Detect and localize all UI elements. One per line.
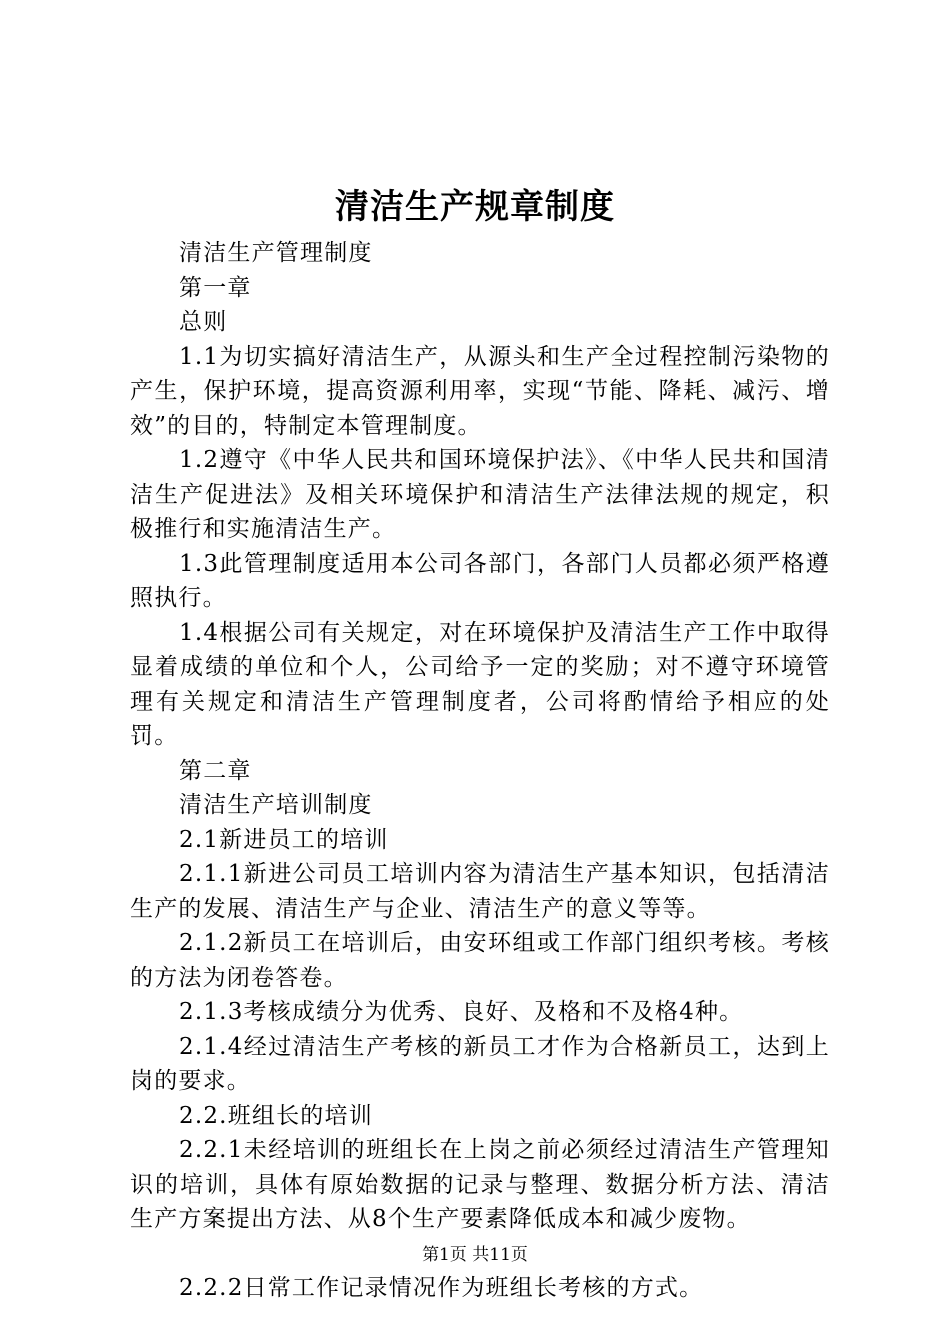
document-title: 清洁生产规章制度 [335, 187, 615, 227]
paragraph-2-1-3: 2.1.3考核成绩分为优秀、良好、及格和不及格4种。 [179, 999, 744, 1025]
paragraph-1-4: 1.4根据公司有关规定，对在环境保护及清洁生产工作中取得显着成绩的单位和个人，公司给予一定的奖励；对不遵守环境管理有关规定和清洁生产管理制度者，公司将酌情给予相应的处罚。 [130, 619, 830, 749]
paragraph-chapter-2: 第二章 [179, 757, 252, 784]
paragraph-1-1: 1.1为切实搞好清洁生产，从源头和生产全过程控制污染物的产生，保护环境，提高资源利用率，实现“节能、降耗、减污、增效”的目的，特制定本管理制度。 [130, 343, 830, 439]
paragraph-general: 总则 [179, 309, 228, 335]
paragraph-2-2-2: 2.2.2日常工作记录情况作为班组长考核的方式。 [179, 1274, 704, 1301]
paragraph-2-1: 2.1新进员工的培训 [179, 826, 389, 853]
paragraph-2-1-1: 2.1.1新进公司员工培训内容为清洁生产基本知识，包括清洁生产的发展、清洁生产与企业、清洁生产的意义等等。 [130, 861, 830, 922]
document-body [130, 236, 830, 1305]
paragraph-chapter-1: 第一章 [179, 274, 252, 301]
paragraph-1-3: 1.3此管理制度适用本公司各部门，各部门人员都必须严格遵照执行。 [130, 550, 830, 611]
paragraph-2-1-2: 2.1.2新员工在培训后，由安环组或工作部门组织考核。考核的方法为闭卷答卷。 [130, 930, 830, 991]
page-footer: 第1页 共11页 [422, 1245, 528, 1265]
paragraph-training: 清洁生产培训制度 [179, 792, 373, 818]
paragraph-2-1-4: 2.1.4经过清洁生产考核的新员工才作为合格新员工，达到上岗的要求。 [130, 1033, 830, 1094]
paragraph-2-2: 2.2.班组长的培训 [179, 1102, 373, 1129]
paragraph-1-2: 1.2遵守《中华人民共和国环境保护法》、《中华人民共和国清洁生产促进法》及相关环境保护和清洁生产法律法规的规定，积极推行和实施清洁生产。 [130, 447, 830, 542]
paragraph-heading: 清洁生产管理制度 [179, 240, 373, 266]
paragraph-2-2-1: 2.2.1未经培训的班组长在上岗之前必须经过清洁生产管理知识的培训，具体有原始数据的记录与整理、数据分析方法、清洁生产方案提出方法、从8个生产要素降低成本和减少废物。 [130, 1137, 830, 1232]
